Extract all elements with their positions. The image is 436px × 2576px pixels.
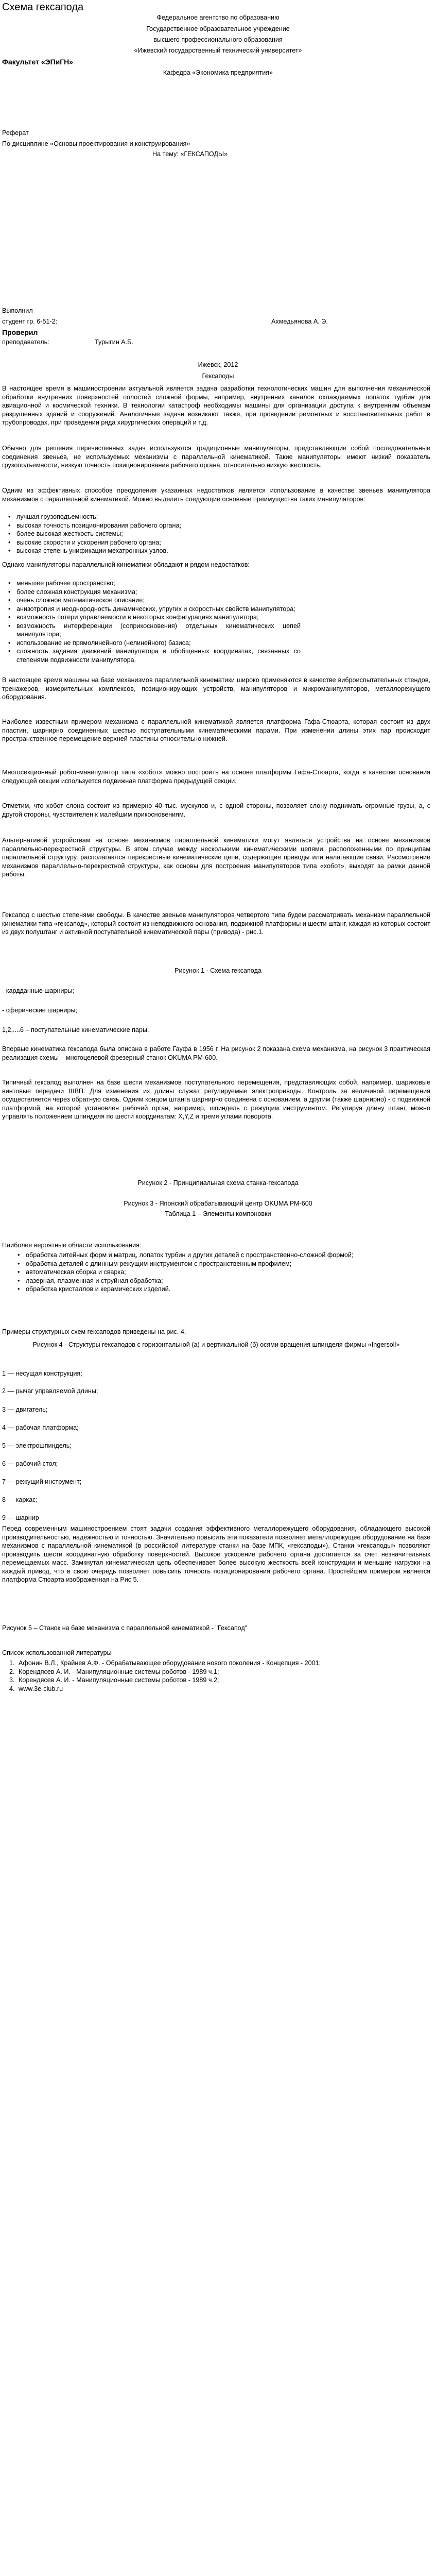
paragraph: Гексапод с шестью степенями свободы. В качестве звеньев манипуляторов четвертого типа будем рассматривать механизм параллельной кинематики типа «гексапод», который состоит из неподвижного основания, подвижной платформы и шести штанг, каждая из которых состоит из двух полуштанг и активной поступательной кинематической пары (привода) - рис.1.: [2, 911, 431, 936]
reference-link[interactable]: www.3e-club.ru: [19, 1685, 63, 1692]
disadvantages-list: [7, 579, 301, 664]
reference-item: 1. Афонин В.Л., Крайнев А.Ф. - Обрабатывающее оборудование нового поколения - Концепция - 2001;: [9, 1659, 321, 1667]
part-item: 2 — рычаг управляемой длины;: [2, 1387, 98, 1395]
list-item: • возможность потери управляемости в некоторых конфигурациях манипулятора;: [8, 614, 259, 621]
figure-1-caption: Рисунок 1 - Схема гексапода: [175, 967, 261, 974]
student-label: студент гр. 6-51-2:: [2, 318, 58, 325]
list-item: • более сложная конструкция механизма;: [8, 588, 137, 596]
discipline-line: По дисциплине «Основы проектирования и конструирования»: [2, 140, 190, 147]
list-item: • высокая точность позиционирования рабочего органа;: [8, 521, 182, 529]
reference-item: 3. Корендясев А. И. - Манипуляционные системы роботов - 1989 ч.2;: [9, 1676, 219, 1684]
performed-label: Выполнил: [2, 307, 33, 314]
checked-label: Проверил: [2, 328, 38, 336]
part-item: 3 — двигатель;: [2, 1406, 48, 1413]
examples-line: Примеры структурных схем гексаподов приведены на рис. 4.: [2, 1328, 186, 1335]
hinge-line: 1,2,....6 – поступательные кинематические пары.: [2, 1026, 149, 1033]
list-item: • обработка деталей с длинным режущим инструментом с пространственным профилем;: [18, 1260, 292, 1267]
paragraph: Многосекционный робот-манипулятор типа «хобот» можно построить на основе платформы Гафа-Стюарта, когда в качестве основания следующей секции используется подвижная платформа предыдущей секции.: [2, 769, 430, 785]
list-item: • очень сложное математическое описание;: [8, 597, 145, 604]
part-item: 1 — несущая конструкция;: [2, 1370, 82, 1377]
figure-5-caption: Рисунок 5 – Станок на базе механизма с параллельной кинематикой - "Гексапод": [2, 1624, 248, 1632]
topic-line: На тему: «ГЕКСАПОДЫ»: [152, 150, 228, 158]
advantages-list: [7, 513, 429, 555]
list-item: • использование не прямолинейного (нелинейного) базиса;: [8, 639, 191, 647]
section-title: Гексаподы: [202, 372, 234, 380]
references-list: [9, 1659, 359, 1693]
paragraph: В настоящее время машины на базе механизмов параллельной кинематики широко применяются в качестве виброиспытательных стендов, тренажеров, измерительных комплексов, позиционирующих устройств, манипуляторов и микроманипуляторов, металлорежущего оборудования.: [2, 676, 430, 701]
list-item: • сложность задания движений манипулятора в обобщенных координатах, связанных со степенями подвижности манипулятора.: [8, 648, 301, 664]
list-item: • автоматическая сборка и сварка;: [18, 1268, 126, 1276]
teacher-name: Турыгин А.Б.: [95, 338, 133, 346]
paragraph: Отметим, что хобот слона состоит из примерно 40 тыс. мускулов и, с одной стороны, позволяет слону поднимать огромные грузы, а, с другой стороны, чувствителен к малейшим прикосновениям.: [2, 802, 430, 818]
university-line: «Ижевский государственный технический университет»: [134, 47, 302, 54]
paragraph: Обычно для решения перечисленных задач используются традиционные манипуляторы, представляющие собой последовательные соединения звеньев, не используемых механизмы с параллельной кинематикой. Такие манипуляторы имеют низкий показатель грузоподъемности, низкую точность позиционирования рабочего органа, относительно низкую жесткость.: [2, 445, 430, 469]
list-item: • лучшая грузоподъемность;: [8, 513, 98, 520]
table-1-caption: Таблица 1 – Элементы компоновки: [165, 1210, 271, 1217]
list-item: • меньшее рабочее пространство;: [8, 580, 115, 587]
doc-type: Реферат: [2, 129, 29, 137]
figure-3-caption: Рисунок 3 - Японский обрабатывающий центр OKUMA PM-600: [124, 1200, 312, 1207]
paragraph: Впервые кинематика гексапода была описана в работе Гауфа в 1956 г. На рисунок 2 показана схема механизма, на рисунок 3 практическая реализация схемы – многоцелевой фрезерный станок OKUMA PM-600.: [2, 1045, 430, 1061]
areas-list: [16, 1251, 429, 1294]
paragraph: Однако манипуляторы параллельной кинематики обладают и рядом недостатков:: [2, 561, 250, 568]
faculty-line: Факультет «ЭПиГН»: [2, 58, 74, 66]
teacher-label: преподаватель:: [2, 338, 49, 346]
part-item: 5 — электрошпиндель;: [2, 1442, 72, 1449]
education-level-line: высшего профессионального образования: [153, 36, 283, 43]
paragraph: Типичный гексапод выполнен на базе шести механизмов поступательного перемещения, представляющих собой, например, шариковые винтовые передачи ШВП. Для изменения их длины служат регулируемые электроприводы. Контроль за величиной перемещения осуществляется через обратную связь. Одним концом штанга шарнирно соединена с основанием, а другим (также шарнирно) - с подвижной платформой, на которой установлен рабочий орган, например, шпиндель с режущим инструментом. Регулируя длину штанг, можно управлять положением шпинделя по шести координатам: X,Y,Z и тремя углами поворота.: [2, 1079, 430, 1120]
list-item: • высокая степень унификации мехатронных узлов.: [8, 547, 168, 554]
paragraph: Перед современным машиностроением стоят задачи создания эффективного металлорежущего оборудования, обладающего высокой производительностью, надежностью и точностью. Значительно повысить эти показатели позволяет металлорежущее оборудование на базе механизмов с параллельной кинематикой (в российской литературе станки на базе МПК, «гексаподы»). Станки «гексаподы» позволяют производить шести координатную обработку поверхностей. Высокое ускорение рабочего органа достигается за счет незначительных перемещаемых масс. Замкнутая кинематическая цепь обеспечивает более высокую жесткость всей конструкции и меньшие нагрузки на каждый привод, что в свою очередь позволяет повысить точность позиционирования рабочего органа. Простейшим примером является платформа Стюарта изображенная на Рис 5.: [2, 1525, 430, 1583]
reference-item[interactable]: 4. www.3e-club.ru: [9, 1685, 63, 1692]
paragraph: Одним из эффективных способов преодоления указанных недостатков является использование в качестве звеньев манипулятора механизмов с параллельной кинематикой. Можно выделить следующие основные преимущества таких манипуляторов:: [2, 487, 430, 503]
list-item: • анизотропия и неоднородность динамических, упругих и скоростных свойств манипулятора;: [8, 605, 295, 613]
page-title: Схема гексапода: [2, 2, 84, 13]
list-item: • возможность интерференции (соприкосновения) отдельных кинематических цепей манипулятора;: [8, 622, 301, 638]
figure-2-caption: Рисунок 2 - Принципиальная схема станка-гексапода: [137, 1179, 299, 1187]
department-line: Кафедра «Экономика предприятия»: [163, 69, 273, 76]
list-item: • высокие скорости и ускорения рабочего органа;: [8, 538, 161, 546]
agency-line: Федеральное агентство по образованию: [156, 14, 280, 21]
city-year: Ижевск, 2012: [198, 361, 238, 368]
figure-4-caption: Рисунок 4 - Структуры гексаподов с горизонтальной (а) и вертикальной (б) осями вращения шпинделя фирмы «Ingersoll»: [32, 1341, 400, 1348]
part-item: 8 — каркас;: [2, 1496, 38, 1503]
paragraph: Альтернативой устройствам на основе механизмов параллельной кинематики могут являться устройства на основе механизмов параллельно-перекрестной структуры. В этом случае между несколькими кинематическими цепями, расположенными по принципам параллельной структуру, располагаются перекрестные кинематические цепи, содержащие приводы или налагающие связи. Рассмотрение механизмов параллельно-перекрестной структуры, как основы для построения манипуляторов типа «хобот», выходят за рамки данной работы.: [2, 837, 430, 878]
references-title: Список использованной литературы: [2, 1649, 112, 1656]
list-item: • лазерная, плазменная и струйная обработка;: [18, 1277, 163, 1284]
hinge-line: - сферические шарниры;: [2, 1007, 77, 1014]
part-item: 6 — рабочий стол;: [2, 1460, 58, 1467]
institution-line: Государственное образовательное учреждение: [146, 25, 290, 32]
list-item: • более высокая жесткость системы;: [8, 530, 123, 537]
part-item: 9 — шарнир: [2, 1514, 39, 1521]
areas-intro: Наиболее вероятные области использования:: [2, 1242, 142, 1249]
student-name: Ахмедьянова А. Э.: [271, 318, 328, 325]
part-item: 4 — рабочая платформа;: [2, 1424, 79, 1431]
hinge-line: - кардданные шарниры;: [2, 987, 75, 994]
paragraph: Наиболее известным примером механизма с параллельной кинематикой является платформа Гафа-Стюарта, которая состоит из двух пластин, шарнирно соединенных шестью поступательными кинематическими парами. При изменении длины этих пар происходит пространственное перемещение верхней пластины относительно нижней.: [2, 718, 430, 742]
list-item: • обработка литейных форм и матриц, лопаток турбин и других деталей с пространственно-сложной формой;: [18, 1251, 354, 1259]
reference-item: 2. Коренд​яс​ев А. И. - Манипуляционные системы роботов - 1989 ч.1;: [9, 1668, 219, 1675]
paragraph: В настоящее время в машиностроении актуальной является задача разработки технологических машин для выполнения механической обработки внутренних поверхностей полостей сложной формы, например, внутренних каналов охлаждаемых лопаток турбин для авиационной и космической техники. В технологии катастроф необходимы машины для организации доступа к внутренним объемам разрушенных зданий и сооружений. Аналогичные задачи возникают также, при проведении ремонтных и восстановительных работ в трубопроводах, при проведении ряда хирургических операций и т.д.: [2, 385, 430, 426]
part-item: 7 — режущий инструмент;: [2, 1478, 82, 1485]
list-item: • обработка кристаллов и керамических изделий.: [18, 1285, 171, 1293]
